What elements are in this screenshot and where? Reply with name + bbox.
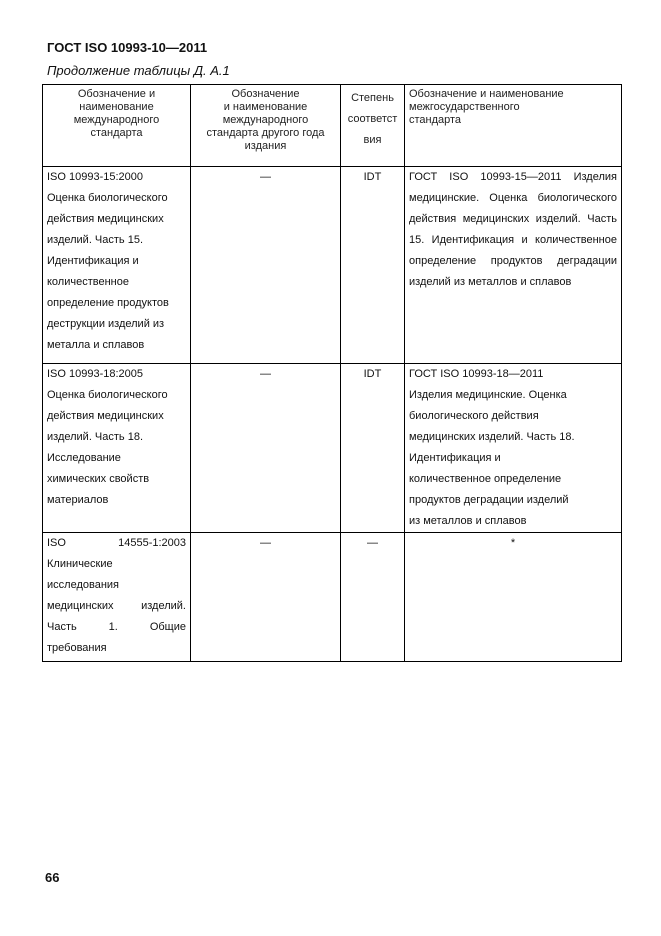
table-row bbox=[43, 364, 622, 533]
table-row bbox=[43, 167, 622, 364]
cell-interstate: ГОСТ ISO 10993-15—2011 Изделия медицинские. Оценка биологического действия медицинских изделий. Часть 15. Идентификация и количественное определение продуктов деградации изделий из металлов и сплавов bbox=[405, 167, 622, 364]
cell-interstate: ГОСТ ISO 10993-18—2011 Изделия медицинские. Оценка биологического действия медицинских изделий. Часть 18. Идентификация и количественное определение продуктов деградации изделий из металлов и сплавов bbox=[405, 364, 622, 533]
table-row bbox=[43, 533, 622, 662]
column-header-interstate: Обозначение и наименование межгосударственного стандарта bbox=[405, 85, 622, 167]
column-header-degree: Степень соответст вия bbox=[341, 85, 405, 167]
cell-other-year: — bbox=[191, 167, 341, 364]
column-header-other-year: Обозначение и наименование международного стандарта другого года издания bbox=[191, 85, 341, 167]
cell-degree: IDT bbox=[341, 167, 405, 364]
cell-degree: IDT bbox=[341, 364, 405, 533]
column-header-international: Обозначение и наименование международного стандарта bbox=[43, 85, 191, 167]
cell-interstate: * bbox=[405, 533, 622, 662]
page-number: 66 bbox=[45, 870, 60, 885]
cell-international: ISO 10993-18:2005 Оценка биологического действия медицинских изделий. Часть 18. Исследование химических свойств материалов bbox=[43, 364, 191, 533]
document-title: ГОСТ ISO 10993-10—2011 bbox=[47, 40, 208, 55]
cell-other-year: — bbox=[191, 533, 341, 662]
cell-degree: — bbox=[341, 533, 405, 662]
cell-other-year: — bbox=[191, 364, 341, 533]
cell-international: ISO 10993-15:2000 Оценка биологического действия медицинских изделий. Часть 15. Идентификация и количественное определение продуктов деструкции изделий из металла и сплавов bbox=[43, 167, 191, 364]
standards-table bbox=[42, 84, 622, 662]
table-header-row bbox=[43, 85, 622, 167]
table-continuation-caption: Продолжение таблицы Д. А.1 bbox=[47, 63, 230, 78]
cell-international: ISO 14555-1:2003 Клинические исследования медицинских изделий. Часть 1. Общие требования bbox=[43, 533, 191, 662]
